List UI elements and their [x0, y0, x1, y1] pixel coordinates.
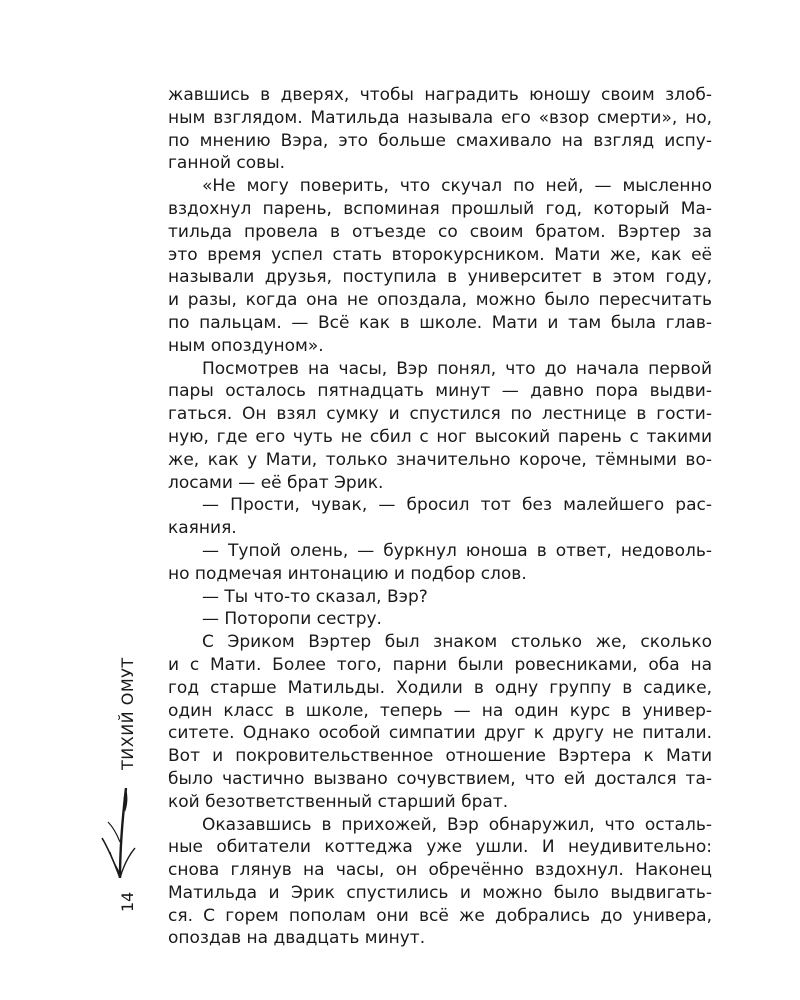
text-line: — Ты что-то сказал, Вэр? — [202, 586, 428, 607]
text-line: гаться. Он взял сумку и спустился по лестнице в гости- — [168, 404, 712, 425]
text-line: ганной совы. — [168, 153, 286, 174]
running-title: ТИХИЙ ОМУТ — [118, 657, 137, 770]
text-line: тильда провела в отъезде со своим братом. Вэртер за — [168, 221, 712, 242]
text-line: лосами — её брат Эрик. — [168, 472, 384, 493]
text-line: — Тупой олень, — буркнул юноша в ответ, недоволь- — [202, 540, 712, 561]
text-line: но подмечая интонацию и подбор слов. — [168, 563, 527, 584]
text-line: — Прости, чувак, — бросил тот без малейшего рас- — [202, 495, 712, 516]
text-line: Оказавшись в прихожей, Вэр обнаружил, что осталь- — [202, 814, 712, 835]
text-line: ным взглядом. Матильда называла его «взор смерти», но, — [168, 107, 712, 128]
text-line: «Не могу поверить, что скучал по ней, — мысленно — [202, 176, 712, 197]
text-line: пары осталось пятнадцать минут — давно пора выдви- — [168, 381, 712, 402]
reed-icon — [100, 782, 136, 878]
text-line: же, как у Мати, только значительно короче, тёмными во- — [168, 449, 712, 470]
text-line: по пальцам. — Всё как в школе. Мати и там была глав- — [168, 312, 712, 333]
text-line: год старше Матильды. Ходили в одну группу в садике, — [168, 677, 712, 698]
text-line: и разы, когда она не опоздала, можно было пересчитать — [168, 290, 712, 311]
text-line: снова глянув на часы, он обречённо вздохнул. Наконец — [168, 860, 712, 881]
text-line: Посмотрев на часы, Вэр понял, что до начала первой — [202, 358, 712, 379]
text-line: один класс в школе, теперь — на один курс в универ- — [168, 700, 712, 721]
text-line: это время успел стать второкурсником. Мати же, как её — [168, 244, 712, 265]
text-line: ные обитатели коттеджа уже ушли. И неудивительно: — [168, 837, 712, 858]
text-line: ситете. Однако особой симпатии друг к другу не питали. — [168, 723, 712, 744]
text-line: ную, где его чуть не сбил с ног высокий парень с такими — [168, 426, 712, 447]
text-line: — Поторопи сестру. — [202, 609, 382, 630]
page-number: 14 — [118, 891, 137, 912]
body-text — [168, 84, 712, 950]
text-line: вздохнул парень, вспоминая прошлый год, который Ма- — [168, 198, 712, 219]
text-line: ся. С горем пополам они всё же добрались до универа, — [168, 905, 712, 926]
text-line: было частично вызвано сочувствием, что ей достался та- — [168, 768, 712, 789]
text-line: по мнению Вэра, это больше смахивало на взгляд испу- — [168, 130, 712, 151]
text-line: и с Мати. Более того, парни были ровесниками, оба на — [168, 654, 712, 675]
text-line: опоздав на двадцать минут. — [168, 928, 426, 949]
text-line: Матильда и Эрик спустились и можно было выдвигать- — [168, 882, 712, 903]
text-line: Вот и покровительственное отношение Вэртера к Мати — [168, 746, 712, 767]
text-line: жавшись в дверях, чтобы наградить юношу своим злоб- — [168, 85, 712, 105]
text-line: ным опоздуном». — [168, 335, 324, 356]
text-line: называли друзья, поступила в университет в этом году, — [168, 267, 712, 288]
text-line: каяния. — [168, 518, 237, 539]
text-line: кой безответственный старший брат. — [168, 791, 509, 812]
text-line: С Эриком Вэртер был знаком столько же, сколько — [202, 632, 712, 653]
